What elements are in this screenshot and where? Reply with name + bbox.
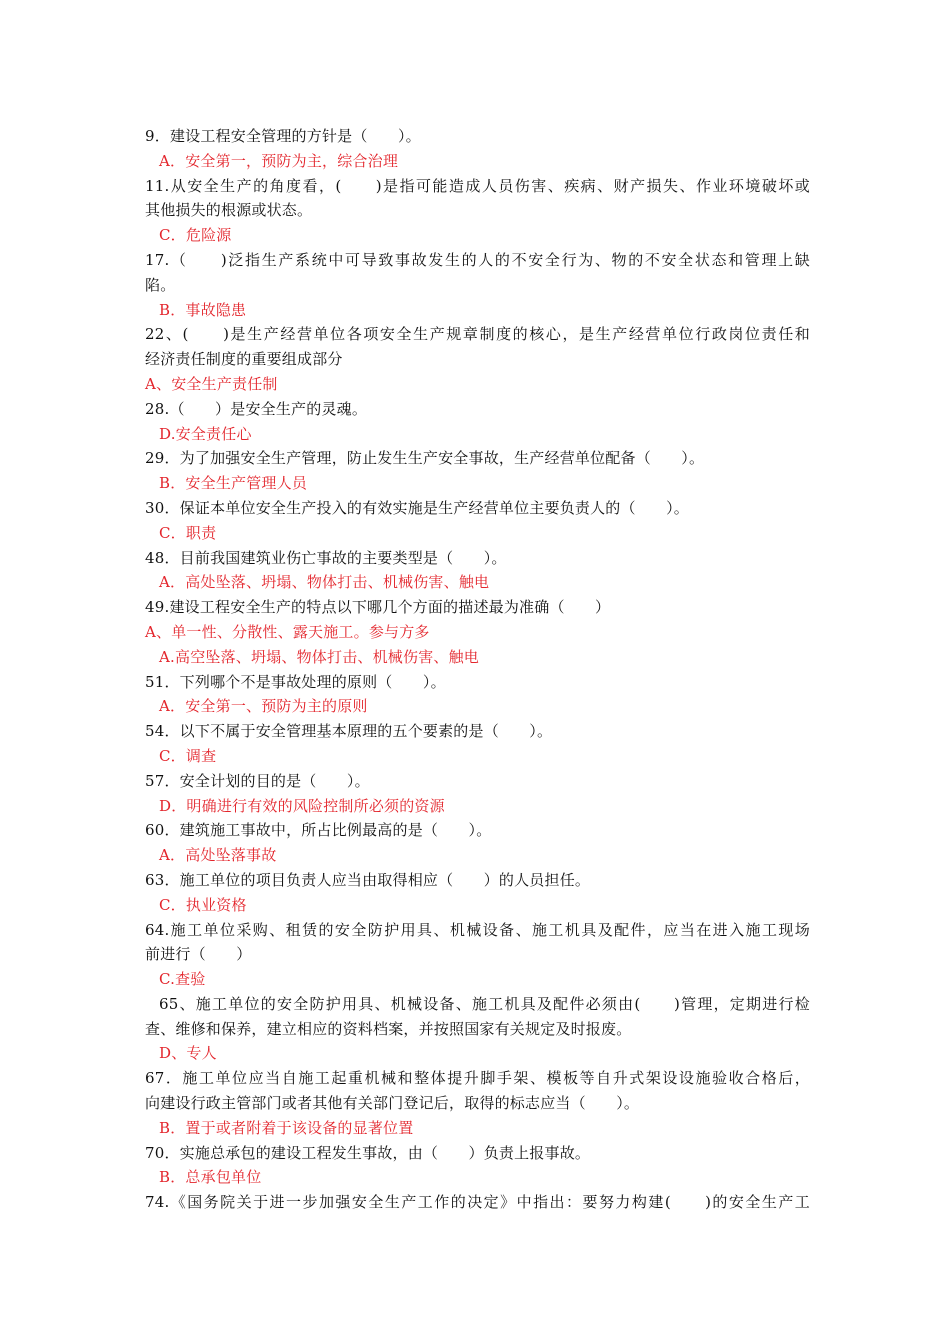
question-text: 11.从安全生产的角度看，( )是指可能造成人员伤害、疾病、财产损失、作业环境破坏或 <box>145 176 810 195</box>
question-text: 54．以下不属于安全管理基本原理的五个要素的是（ ）。 <box>145 722 553 741</box>
question-text: 经济责任制度的重要组成部分 <box>145 350 343 369</box>
question-text: 67．施工单位应当自施工起重机械和整体提升脚手架、模板等自升式架设设施验收合格后， <box>145 1069 810 1088</box>
answer-text: A、单一性、分散性、露天施工。参与方多 <box>145 622 430 641</box>
question-text: 向建设行政主管部门或者其他有关部门登记后，取得的标志应当（ ）。 <box>145 1094 640 1113</box>
answer-text: A．安全第一、预防为主的原则 <box>159 697 368 716</box>
answer-text: A、安全生产责任制 <box>145 374 278 393</box>
question-text: 74.《国务院关于进一步加强安全生产工作的决定》中指出：要努力构建( )的安全生产工 <box>145 1193 810 1212</box>
question-text: 28.（ ）是安全生产的灵魂。 <box>145 399 368 418</box>
question-text: 29．为了加强安全生产管理，防止发生生产安全事故，生产经营单位配备（ ）。 <box>145 449 705 468</box>
question-text: 陷。 <box>145 275 176 294</box>
answer-text: D、专人 <box>159 1044 217 1063</box>
question-text: 9．建设工程安全管理的方针是（ ）。 <box>145 127 421 145</box>
answer-text: D.安全责任心 <box>159 424 252 443</box>
answer-text: B．总承包单位 <box>159 1168 262 1187</box>
answer-text: C．危险源 <box>159 226 232 245</box>
question-text: 48．目前我国建筑业伤亡事故的主要类型是（ ）。 <box>145 548 507 567</box>
question-text: 前进行（ ） <box>145 945 252 964</box>
question-text: 17.（ )泛指生产系统中可导致事故发生的人的不安全行为、物的不安全状态和管理上缺 <box>145 250 810 269</box>
answer-text: A．高处坠落、坍塌、物体打击、机械伤害、触电 <box>159 573 490 592</box>
question-list <box>145 124 810 1215</box>
answer-text: C．调查 <box>159 746 217 765</box>
answer-text: B．置于或者附着于该设备的显著位置 <box>159 1118 414 1137</box>
answer-text: A．高处坠落事故 <box>159 846 277 865</box>
question-text: 63．施工单位的项目负责人应当由取得相应（ ）的人员担任。 <box>145 870 591 889</box>
question-text: 65、施工单位的安全防护用具、机械设备、施工机具及配件必须由( )管理，定期进行检 <box>159 994 810 1013</box>
question-text: 51．下列哪个不是事故处理的原则（ ）。 <box>145 672 446 691</box>
answer-text: C．执业资格 <box>159 895 247 914</box>
question-text: 22、( )是生产经营单位各项安全生产规章制度的核心，是生产经营单位行政岗位责任和 <box>145 325 810 344</box>
answer-text: B．事故隐患 <box>159 300 247 319</box>
answer-text: A．安全第一，预防为主，综合治理 <box>159 151 399 170</box>
answer-text: C．职责 <box>159 523 217 542</box>
answer-text: D．明确进行有效的风险控制所必须的资源 <box>159 796 445 815</box>
question-text: 其他损失的根源或状态。 <box>145 201 313 220</box>
answer-text: C.查验 <box>159 970 206 989</box>
question-text: 70．实施总承包的建设工程发生事故，由（ ）负责上报事故。 <box>145 1143 591 1162</box>
question-text: 60．建筑施工事故中，所占比例最高的是（ ）。 <box>145 821 492 840</box>
question-text: 30．保证本单位安全生产投入的有效实施是生产经营单位主要负责人的（ ）。 <box>145 498 689 517</box>
question-text: 57．安全计划的目的是（ ）。 <box>145 771 370 790</box>
answer-text: B．安全生产管理人员 <box>159 474 308 493</box>
answer-text: A.高空坠落、坍塌、物体打击、机械伤害、触电 <box>159 647 480 666</box>
question-text: 查、维修和保养，建立相应的资料档案，并按照国家有关规定及时报废。 <box>145 1019 632 1038</box>
question-text: 64.施工单位采购、租赁的安全防护用具、机械设备、施工机具及配件，应当在进入施工现场 <box>145 920 810 939</box>
question-text: 49.建设工程安全生产的特点以下哪几个方面的描述最为准确（ ） <box>145 598 611 617</box>
